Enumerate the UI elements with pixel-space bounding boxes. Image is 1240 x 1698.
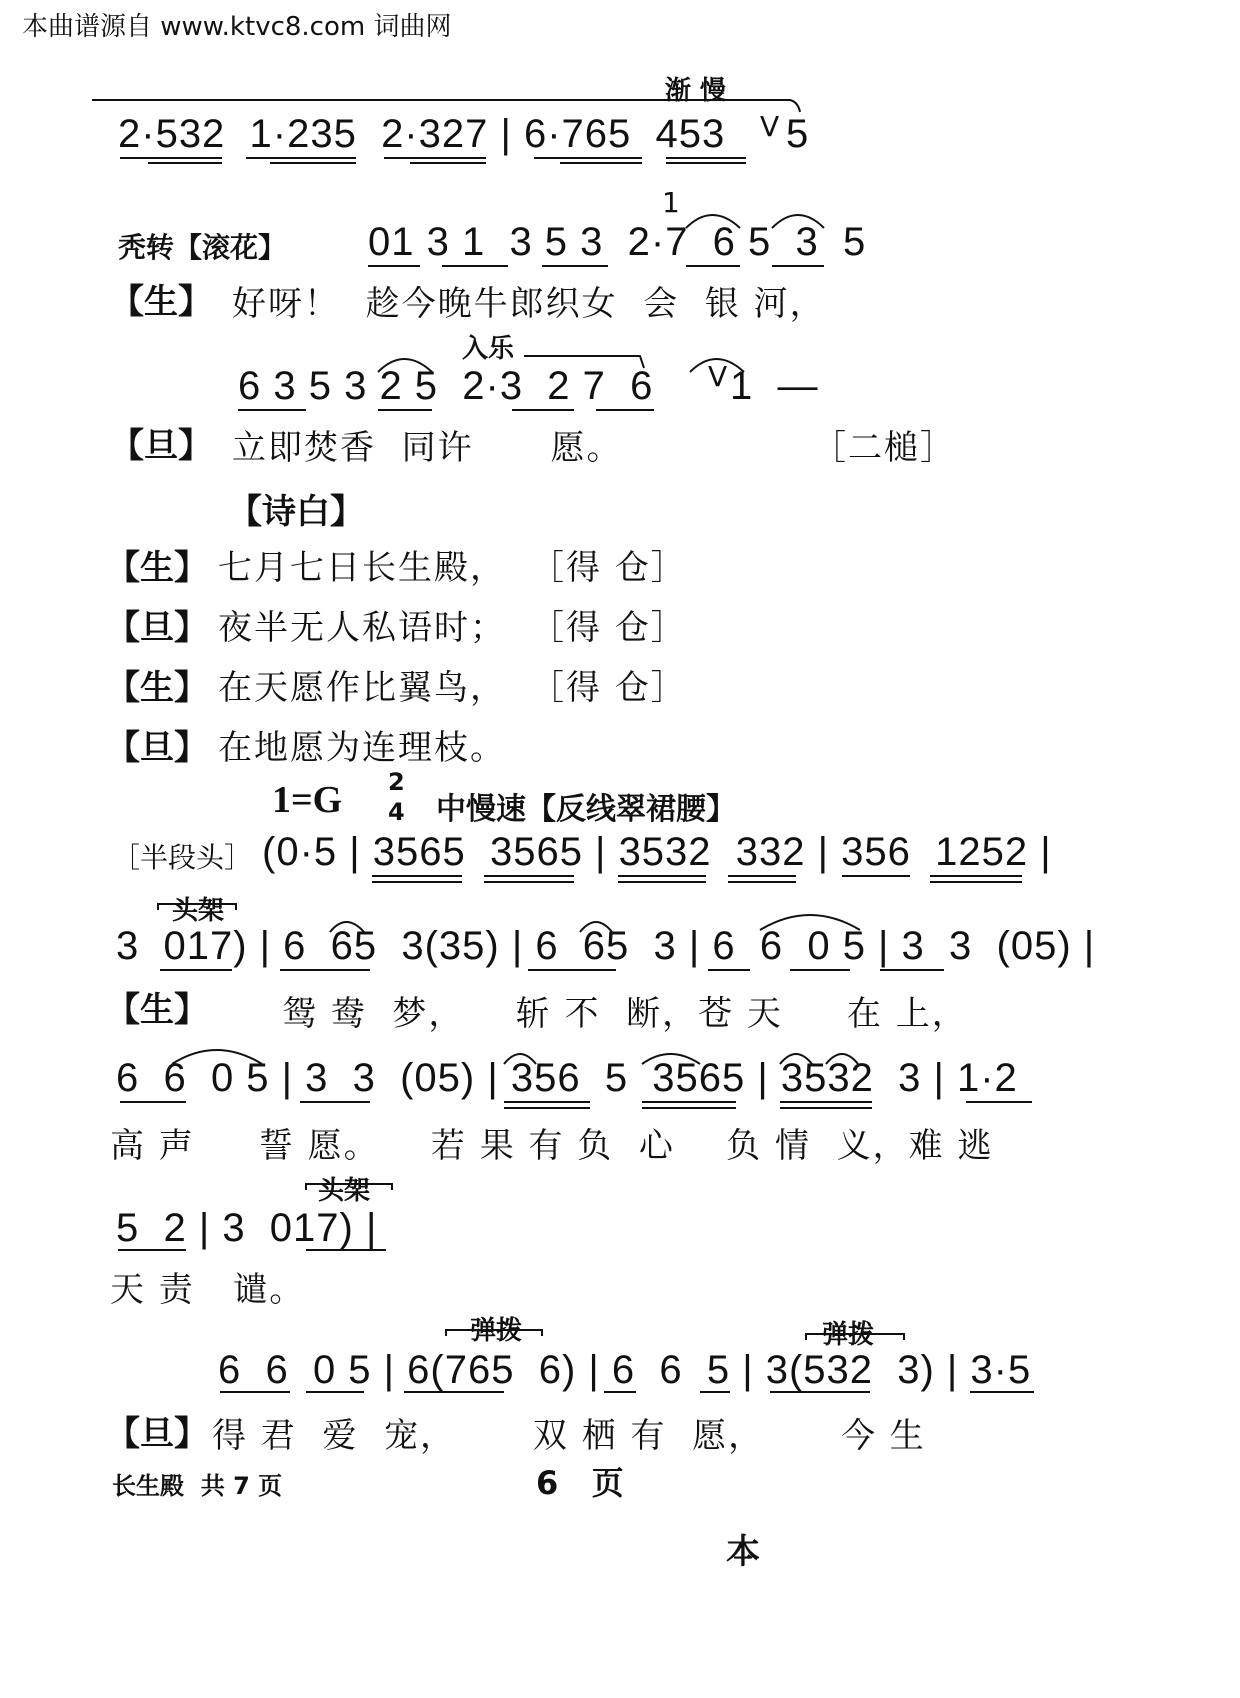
mark-ruyue: 入乐	[462, 334, 515, 364]
breath-mark: V	[760, 110, 780, 143]
role-sheng: 【生】	[110, 282, 212, 322]
poem-line: 夜半无人私语时；	[218, 608, 506, 648]
notation-line-8: 6 6 0 5 | 6(765 6) | 6 6 5 | 3(532 3) | 3·5	[218, 1348, 1032, 1392]
key-signature: 1=G	[272, 779, 343, 821]
notation-line-7: 5 2 | 3 017) |	[116, 1206, 378, 1250]
toujia-mark: 头架	[172, 896, 225, 926]
notation-line-1: 2·532 1·235 2·327 | 6·765 453	[118, 112, 726, 156]
tanbo-mark-2: 弹拨	[822, 1320, 875, 1350]
poem-line: 在天愿作比翼鸟，	[218, 668, 506, 708]
poem-line: 在地愿为连理枝。	[218, 728, 506, 768]
poem-role: 【生】	[106, 548, 208, 588]
lyrics-line-2: 立即焚香 同许 愿。	[232, 428, 623, 468]
section-label-gunhua: 秃转【滚花】	[118, 231, 287, 264]
lyrics-line-3: 鸳 鸯 梦， 斩 不 断，苍 天 在 上，	[282, 994, 968, 1034]
poem-beat: ［得 仓］	[530, 668, 687, 708]
role-dan: 【旦】	[110, 426, 212, 466]
role-sheng-2: 【生】	[106, 990, 208, 1030]
toujia-mark-2: 头架	[318, 1176, 371, 1206]
notation-line-1-end: 5	[786, 112, 810, 156]
poem-beat: ［得 仓］	[530, 608, 687, 648]
poem-role: 【旦】	[106, 608, 208, 648]
poem-title: 【诗白】	[228, 492, 364, 532]
bottom-char: 本	[726, 1532, 760, 1572]
percussion-erchui: ［二槌］	[812, 428, 956, 468]
notation-line-3-end: 1 —	[730, 364, 819, 408]
poem-role: 【生】	[106, 668, 208, 708]
tempo-tune-label: 中慢速【反线翠裙腰】	[436, 792, 736, 827]
time-signature-denominator: 4	[388, 798, 405, 826]
lyrics-line-6: 得 君 爱 宠， 双 栖 有 愿， 今 生	[212, 1416, 926, 1456]
tanbo-mark: 弹拨	[470, 1316, 523, 1346]
time-signature-numerator: 2	[388, 768, 405, 796]
lyrics-line-5: 天 责 谴。	[110, 1270, 306, 1310]
notation-line-4: (0·5 | 3565 3565 | 3532 332 | 356 1252 |	[262, 830, 1052, 874]
poem-line: 七月七日长生殿，	[218, 548, 506, 588]
banduan-label: ［半段头］	[112, 841, 253, 874]
grace-note: 1	[662, 186, 680, 219]
breath-mark-2: V	[708, 360, 728, 393]
poem-beat: ［得 仓］	[530, 548, 687, 588]
notation-line-3: 6 3 5 3 2 5 2·3 2 7 6	[238, 364, 654, 408]
notation-line-5: 3 017) | 6 65 3(35) | 6 65 3 | 6 6 0 5 | 3 3 (05) |	[116, 924, 1096, 968]
notation-line-2: 01 3 1 3 5 3 2·7 6 5 3 5	[368, 220, 867, 264]
lyrics-line-4: 高 声 誓 愿。 若 果 有 负 心 负 情 义，难 逃	[110, 1126, 994, 1166]
tempo-mark-jianman: 渐 慢	[665, 76, 727, 106]
role-dan-2: 【旦】	[106, 1414, 208, 1454]
lyrics-line-1: 好呀！ 趁今晚牛郎织女 会 银 河，	[232, 284, 826, 324]
notation-line-6: 6 6 0 5 | 3 3 (05) | 356 5 3565 | 3532 3 | 1·2	[116, 1056, 1018, 1100]
poem-role: 【旦】	[106, 728, 208, 768]
footer-book: 长生殿 共 7 页	[112, 1472, 283, 1500]
source-header: 本曲谱源自 www.ktvc8.com 词曲网	[22, 12, 452, 42]
page-number: 6 页	[536, 1464, 624, 1502]
